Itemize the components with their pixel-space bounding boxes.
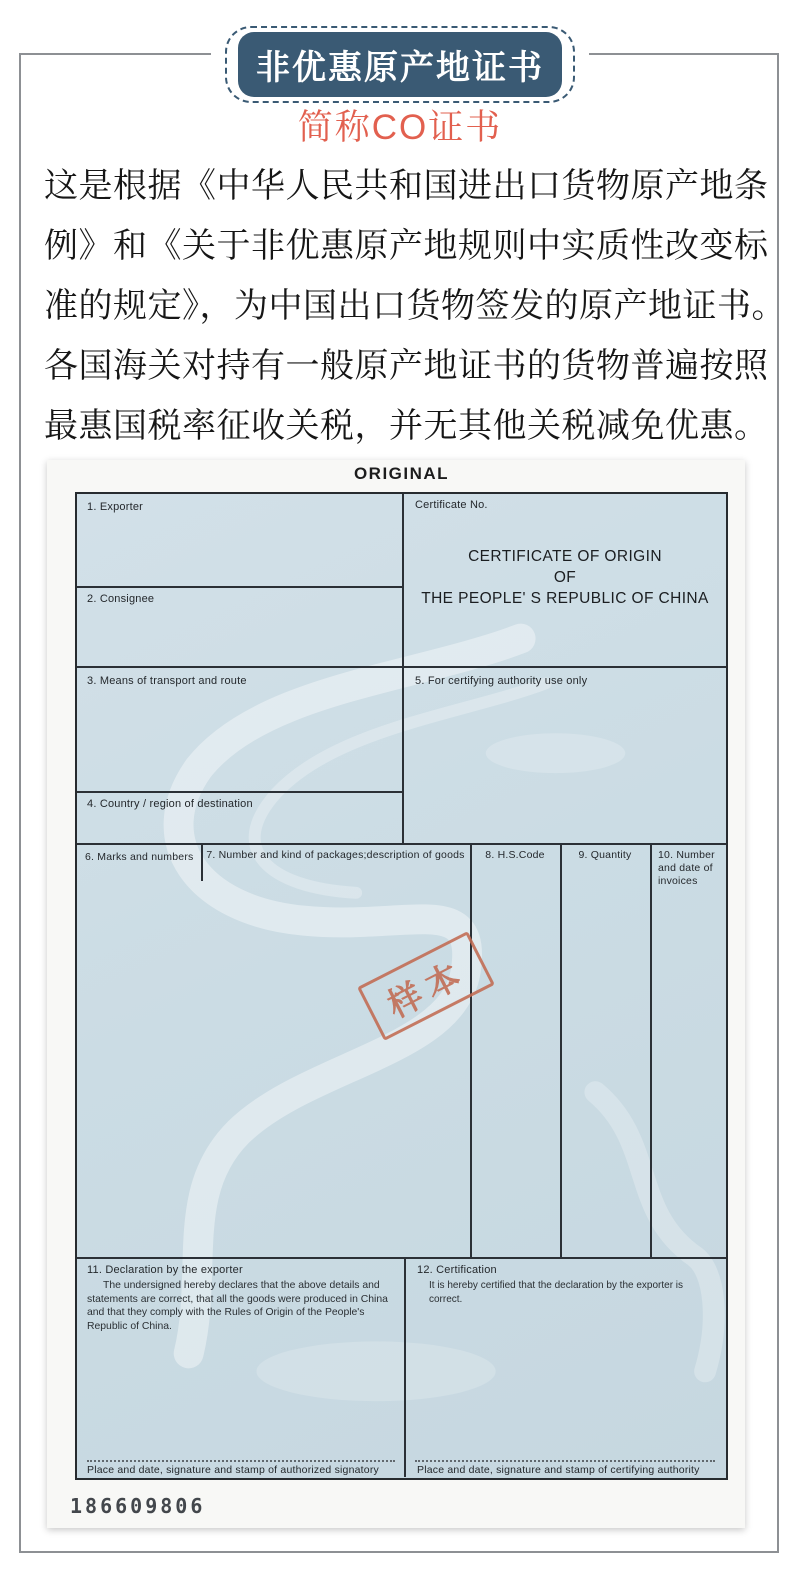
sample-stamp (357, 931, 495, 1041)
field-exporter: 1. Exporter (87, 501, 144, 513)
certificate-form (75, 492, 728, 1480)
intro-line: 最惠国税率征收关税，并无其他关税减免优惠。 (44, 407, 769, 445)
certificate-title-line2: OF (553, 569, 577, 586)
divider-table-top (77, 843, 726, 845)
intro-line: 这是根据《中华人民共和国进出口货物原产地条 (44, 167, 769, 205)
field-quantity: 9. Quantity (578, 849, 632, 861)
field-certification-text: It is hereby certified that the declaration by the exporter is correct. (429, 1280, 684, 1305)
certificate-title-line3: THE PEOPLE' S REPUBLIC OF CHINA (421, 590, 709, 607)
field-declaration-text: The undersigned hereby declares that the above details and statements are correct, that all the goods were produced in China and that they comply with the Rules of Origin of the People's Republic of China. (87, 1280, 388, 1332)
certificate-title (404, 546, 726, 609)
divider-exporter-consignee (77, 586, 404, 588)
title-badge (211, 26, 589, 103)
signature-line-right (415, 1460, 715, 1462)
page-title: 非优惠原产地证书 (238, 32, 562, 97)
signature-caption-left: Place and date, signature and stamp of authorized signatory (87, 1464, 379, 1476)
field-certification-label: 12. Certification (417, 1264, 497, 1276)
signature-line-left (87, 1460, 395, 1462)
certificate-image (47, 460, 745, 1528)
field-marks-numbers: 6. Marks and numbers (85, 851, 194, 863)
doc-type-heading: ORIGINAL (353, 464, 450, 483)
field-declaration-label: 11. Declaration by the exporter (87, 1264, 243, 1276)
title-badge-dashed-border (225, 26, 575, 103)
field-invoices: 10. Number and date of invoices (658, 849, 715, 887)
divider-col8-col9 (560, 845, 562, 1257)
divider-row2-row3 (77, 666, 726, 668)
signature-caption-right: Place and date, signature and stamp of certifying authority (417, 1464, 700, 1476)
divider-f11-f12 (404, 1259, 406, 1477)
serial-number: 186609806 (70, 1494, 206, 1518)
field-certificate-no: Certificate No. (415, 499, 488, 511)
intro-line: 准的规定》，为中国出口货物签发的原产地证书。 (44, 287, 786, 325)
intro-line: 各国海关对持有一般原产地证书的货物普遍按照 (44, 347, 769, 385)
field-destination: 4. Country / region of destination (87, 798, 253, 810)
field-consignee: 2. Consignee (87, 593, 155, 605)
field-packages: 7. Number and kind of packages;description of goods (206, 849, 465, 861)
field-certifying-authority: 5. For certifying authority use only (415, 675, 588, 687)
divider-col7-col8 (470, 845, 472, 1257)
divider-transport-country (77, 791, 404, 793)
divider-col9-col10 (650, 845, 652, 1257)
divider-declaration-top (77, 1257, 726, 1259)
field-transport: 3. Means of transport and route (87, 675, 247, 687)
field-hs-code: 8. H.S.Code (485, 849, 545, 861)
intro-line: 例》和《关于非优惠原产地规则中实质性改变标 (44, 227, 769, 265)
page-subtitle: 简称CO证书 (297, 108, 503, 147)
intro-paragraph (44, 156, 786, 456)
certificate-title-line1: CERTIFICATE OF ORIGIN (468, 548, 662, 565)
sample-stamp-text: 样本 (381, 953, 474, 1026)
